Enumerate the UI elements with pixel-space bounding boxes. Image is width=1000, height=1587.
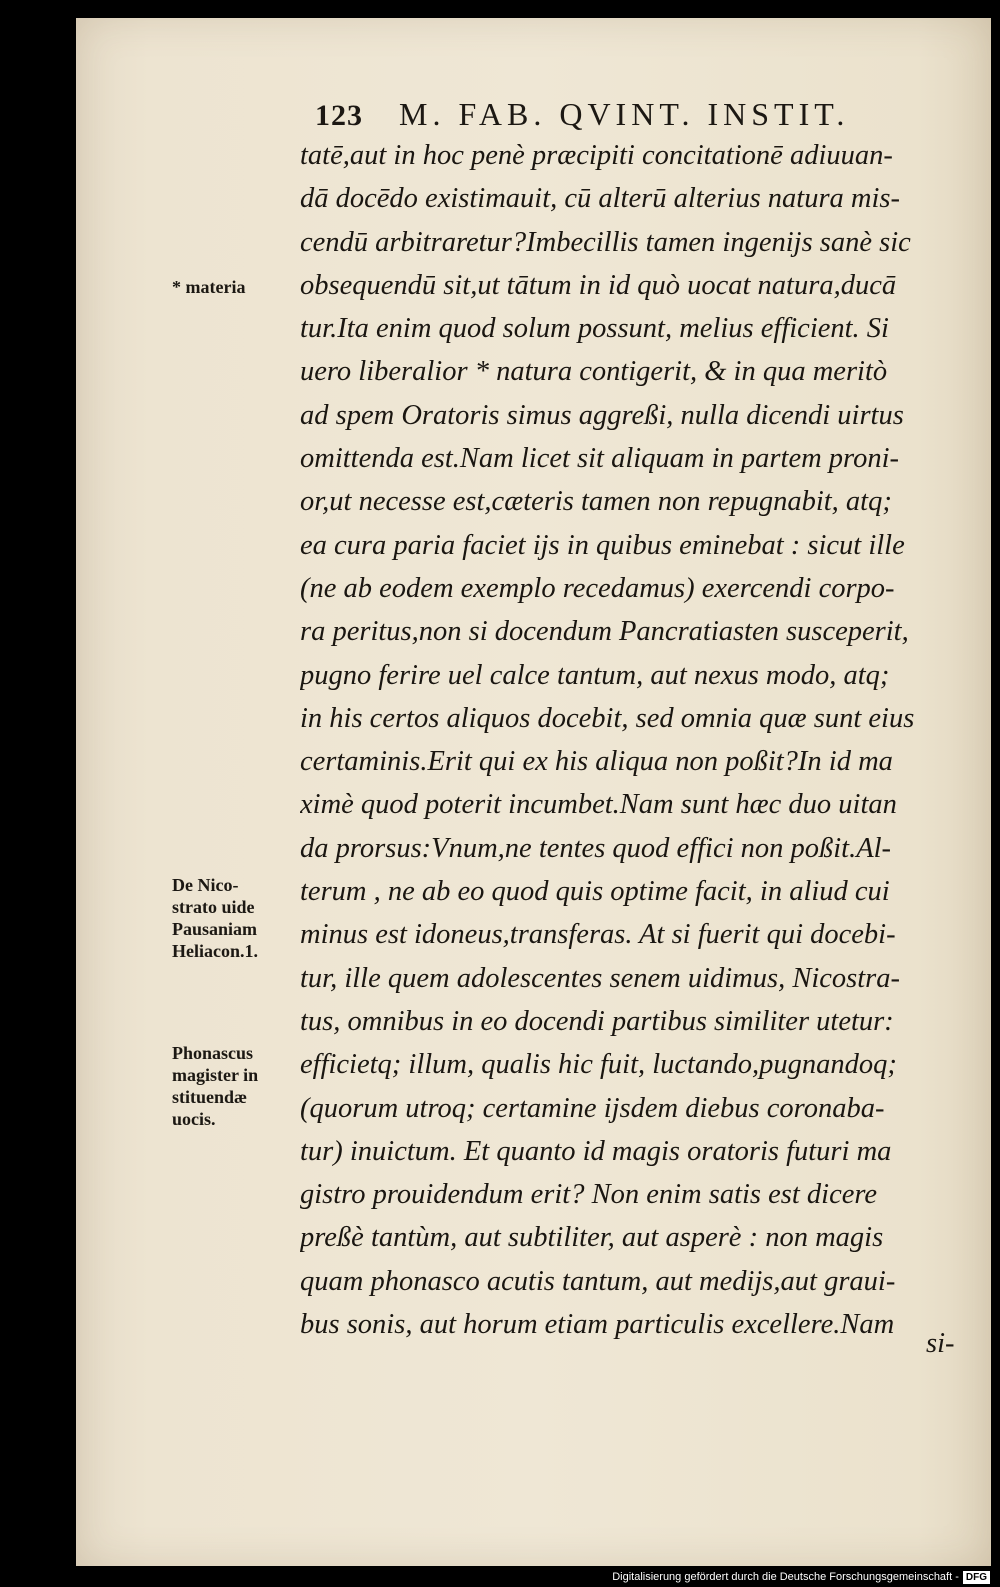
text-line: certaminis.Erit qui ex his aliqua non poßit?In id ma — [300, 746, 893, 778]
text-line: bus sonis, aut horum etiam particulis excellere.Nam — [300, 1309, 895, 1341]
main-text — [300, 134, 970, 1346]
running-head-title: M. FAB. QVINT. INSTIT. — [399, 96, 850, 132]
dfg-logo: DFG — [963, 1571, 990, 1584]
text-line: ea cura paria faciet ijs in quibus eminebat : sicut ille — [300, 529, 905, 561]
text-line: or,ut necesse est,cæteris tamen non repugnabit, atq; — [300, 486, 892, 518]
text-line: (ne ab eodem exemplo recedamus) exercendi corpo- — [300, 572, 895, 604]
text-line: obsequendū sit,ut tātum in id quò uocat natura,ducā — [300, 269, 897, 301]
text-line: preßè tantùm, aut subtiliter, aut asperè : non magis — [300, 1222, 884, 1254]
text-line: uero liberalior * natura contigerit, & in qua meritò — [300, 356, 888, 388]
text-line: pugno ferire uel calce tantum, aut nexus modo, atq; — [300, 659, 890, 691]
text-line: tus, omnibus in eo docendi partibus similiter utetur: — [300, 1005, 894, 1037]
text-line: terum , ne ab eo quod quis optime facit, in aliud cui — [300, 876, 890, 908]
text-line: tur, ille quem adolescentes senem uidimus, Nicostra- — [300, 962, 901, 994]
text-line: quam phonasco acutis tantum, aut medijs,aut graui- — [300, 1265, 896, 1297]
marginal-note-line: stituendæ — [172, 1087, 248, 1107]
text-line: tur) inuictum. Et quanto id magis oratoris futuri ma — [300, 1135, 892, 1167]
page-number: 123 — [315, 99, 363, 132]
text-line: ra peritus,non si docendum Pancratiasten susceperit, — [300, 616, 909, 648]
marginal-note-line: Phonascus — [172, 1043, 254, 1063]
digitization-footer — [612, 1569, 990, 1585]
text-line: tatē,aut in hoc penè præcipiti concitationē adiuuan- — [300, 140, 893, 171]
text-line: gistro prouidendum erit? Non enim satis est dicere — [300, 1179, 878, 1211]
text-line: omittenda est.Nam licet sit aliquam in partem proni- — [300, 443, 899, 475]
text-line: in his certos aliquos docebit, sed omnia quæ sunt eius — [300, 702, 915, 734]
text-line: tur.Ita enim quod solum possunt, melius efficient. Si — [300, 313, 889, 345]
text-line: dā docēdo existimauit, cū alterū alterius natura mis- — [300, 183, 901, 215]
marginal-note-line: magister in — [172, 1065, 259, 1085]
marginal-note-line: Pausaniam — [172, 919, 258, 939]
text-line: ximè quod poterit incumbet.Nam sunt hæc duo uitan — [300, 789, 897, 821]
marginal-note-line: De Nico- — [172, 875, 239, 895]
marginal-note-line: strato uide — [172, 897, 255, 917]
marginal-note-nicostratus — [172, 874, 258, 962]
text-line: (quorum utroq; certamine ijsdem diebus coronaba- — [300, 1092, 885, 1124]
text-line: efficietq; illum, qualis hic fuit, luctando,pugnandoq; — [300, 1049, 897, 1081]
marginal-note-line: * materia — [172, 277, 246, 297]
marginal-note-materia — [172, 276, 245, 298]
catchword: si- — [926, 1328, 955, 1359]
text-line: cendū arbitraretur?Imbecillis tamen ingenijs sanè sic — [300, 226, 911, 258]
marginal-note-phonascus — [172, 1042, 258, 1130]
text-line: ad spem Oratoris simus aggreßi, nulla dicendi uirtus — [300, 399, 904, 431]
funding-notice: Digitalisierung gefördert durch die Deutsche Forschungsgemeinschaft - — [612, 1571, 959, 1583]
marginal-note-line: uocis. — [172, 1109, 216, 1129]
marginal-note-line: Heliacon.1. — [172, 941, 258, 961]
text-line: da prorsus:Vnum,ne tentes quod effici non poßit.Al- — [300, 832, 892, 864]
text-line: minus est idoneus,transferas. At si fuerit qui docebi- — [300, 919, 896, 951]
